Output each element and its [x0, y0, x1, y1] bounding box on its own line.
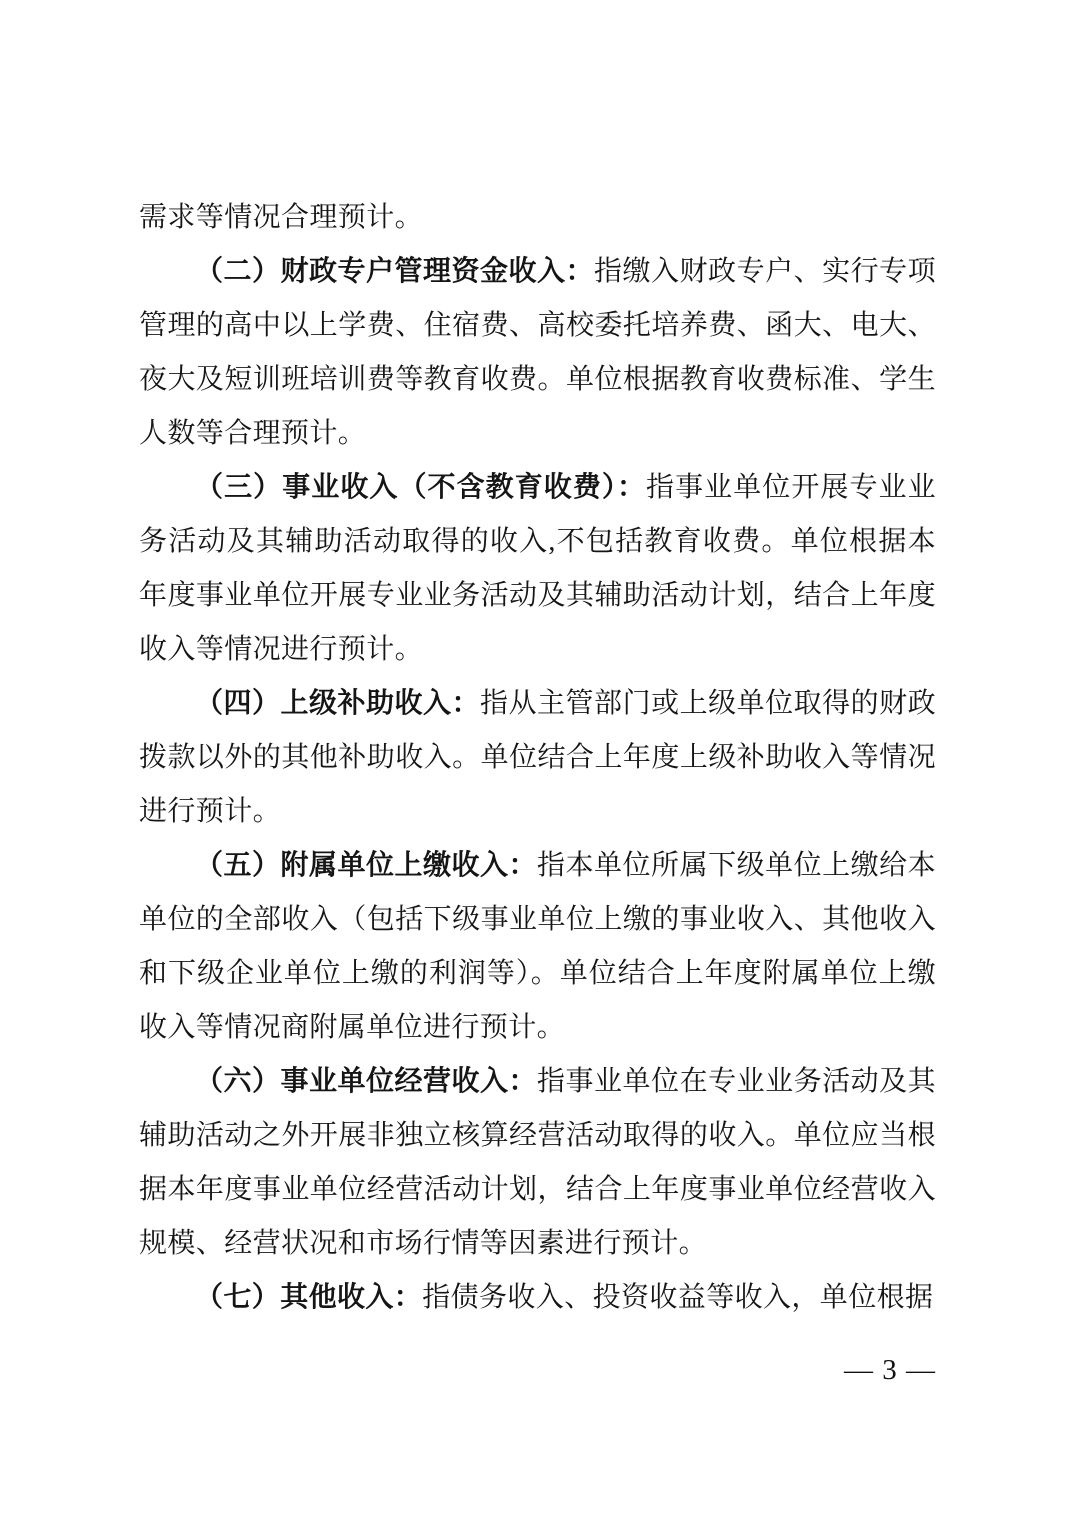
paragraph-lead: （五）附属单位上缴收入： [195, 850, 538, 881]
document-body [139, 191, 936, 1325]
paragraph-text: 指本单位所属下级单位上缴给本单位的全部收入（包括下级事业单位上缴的事业收入、其他收入和下级企业单位上缴的利润等）。单位结合上年度附属单位上缴收入等情况商附属单位进行预计。 [139, 850, 936, 1043]
paragraph-item-7 [139, 1271, 936, 1325]
paragraph-item-3 [139, 461, 936, 677]
paragraph-text: 指缴入财政专户、实行专项管理的高中以上学费、住宿费、高校委托培养费、函大、电大、夜大及短训班培训费等教育收费。单位根据教育收费标准、学生人数等合理预计。 [139, 256, 936, 449]
paragraph-item-5 [139, 839, 936, 1055]
paragraph-text: 指从主管部门或上级单位取得的财政拨款以外的其他补助收入。单位结合上年度上级补助收入等情况进行预计。 [139, 688, 936, 827]
paragraph-lead: （六）事业单位经营收入： [195, 1066, 538, 1097]
paragraph-continuation [139, 191, 936, 245]
paragraph-lead: （二）财政专户管理资金收入： [195, 256, 595, 287]
paragraph-text: 指事业单位开展专业业务活动及其辅助活动取得的收入,不包括教育收费。单位根据本年度事业单位开展专业业务活动及其辅助活动计划，结合上年度收入等情况进行预计。 [139, 472, 936, 665]
paragraph-item-4 [139, 677, 936, 839]
paragraph-item-2 [139, 245, 936, 461]
page-number: — 3 — [844, 1354, 936, 1386]
paragraph-text: 指事业单位在专业业务活动及其辅助活动之外开展非独立核算经营活动取得的收入。单位应当根据本年度事业单位经营活动计划，结合上年度事业单位经营收入规模、经营状况和市场行情等因素进行预计。 [139, 1066, 936, 1259]
paragraph-lead: （四）上级补助收入： [195, 688, 481, 719]
paragraph-text: 指债务收入、投资收益等收入，单位根据 [422, 1282, 934, 1313]
paragraph-lead: （七）其他收入： [195, 1282, 423, 1313]
paragraph-text: 需求等情况合理预计。 [139, 202, 424, 233]
paragraph-item-6 [139, 1055, 936, 1271]
paragraph-lead: （三）事业收入（不含教育收费）： [195, 472, 647, 503]
